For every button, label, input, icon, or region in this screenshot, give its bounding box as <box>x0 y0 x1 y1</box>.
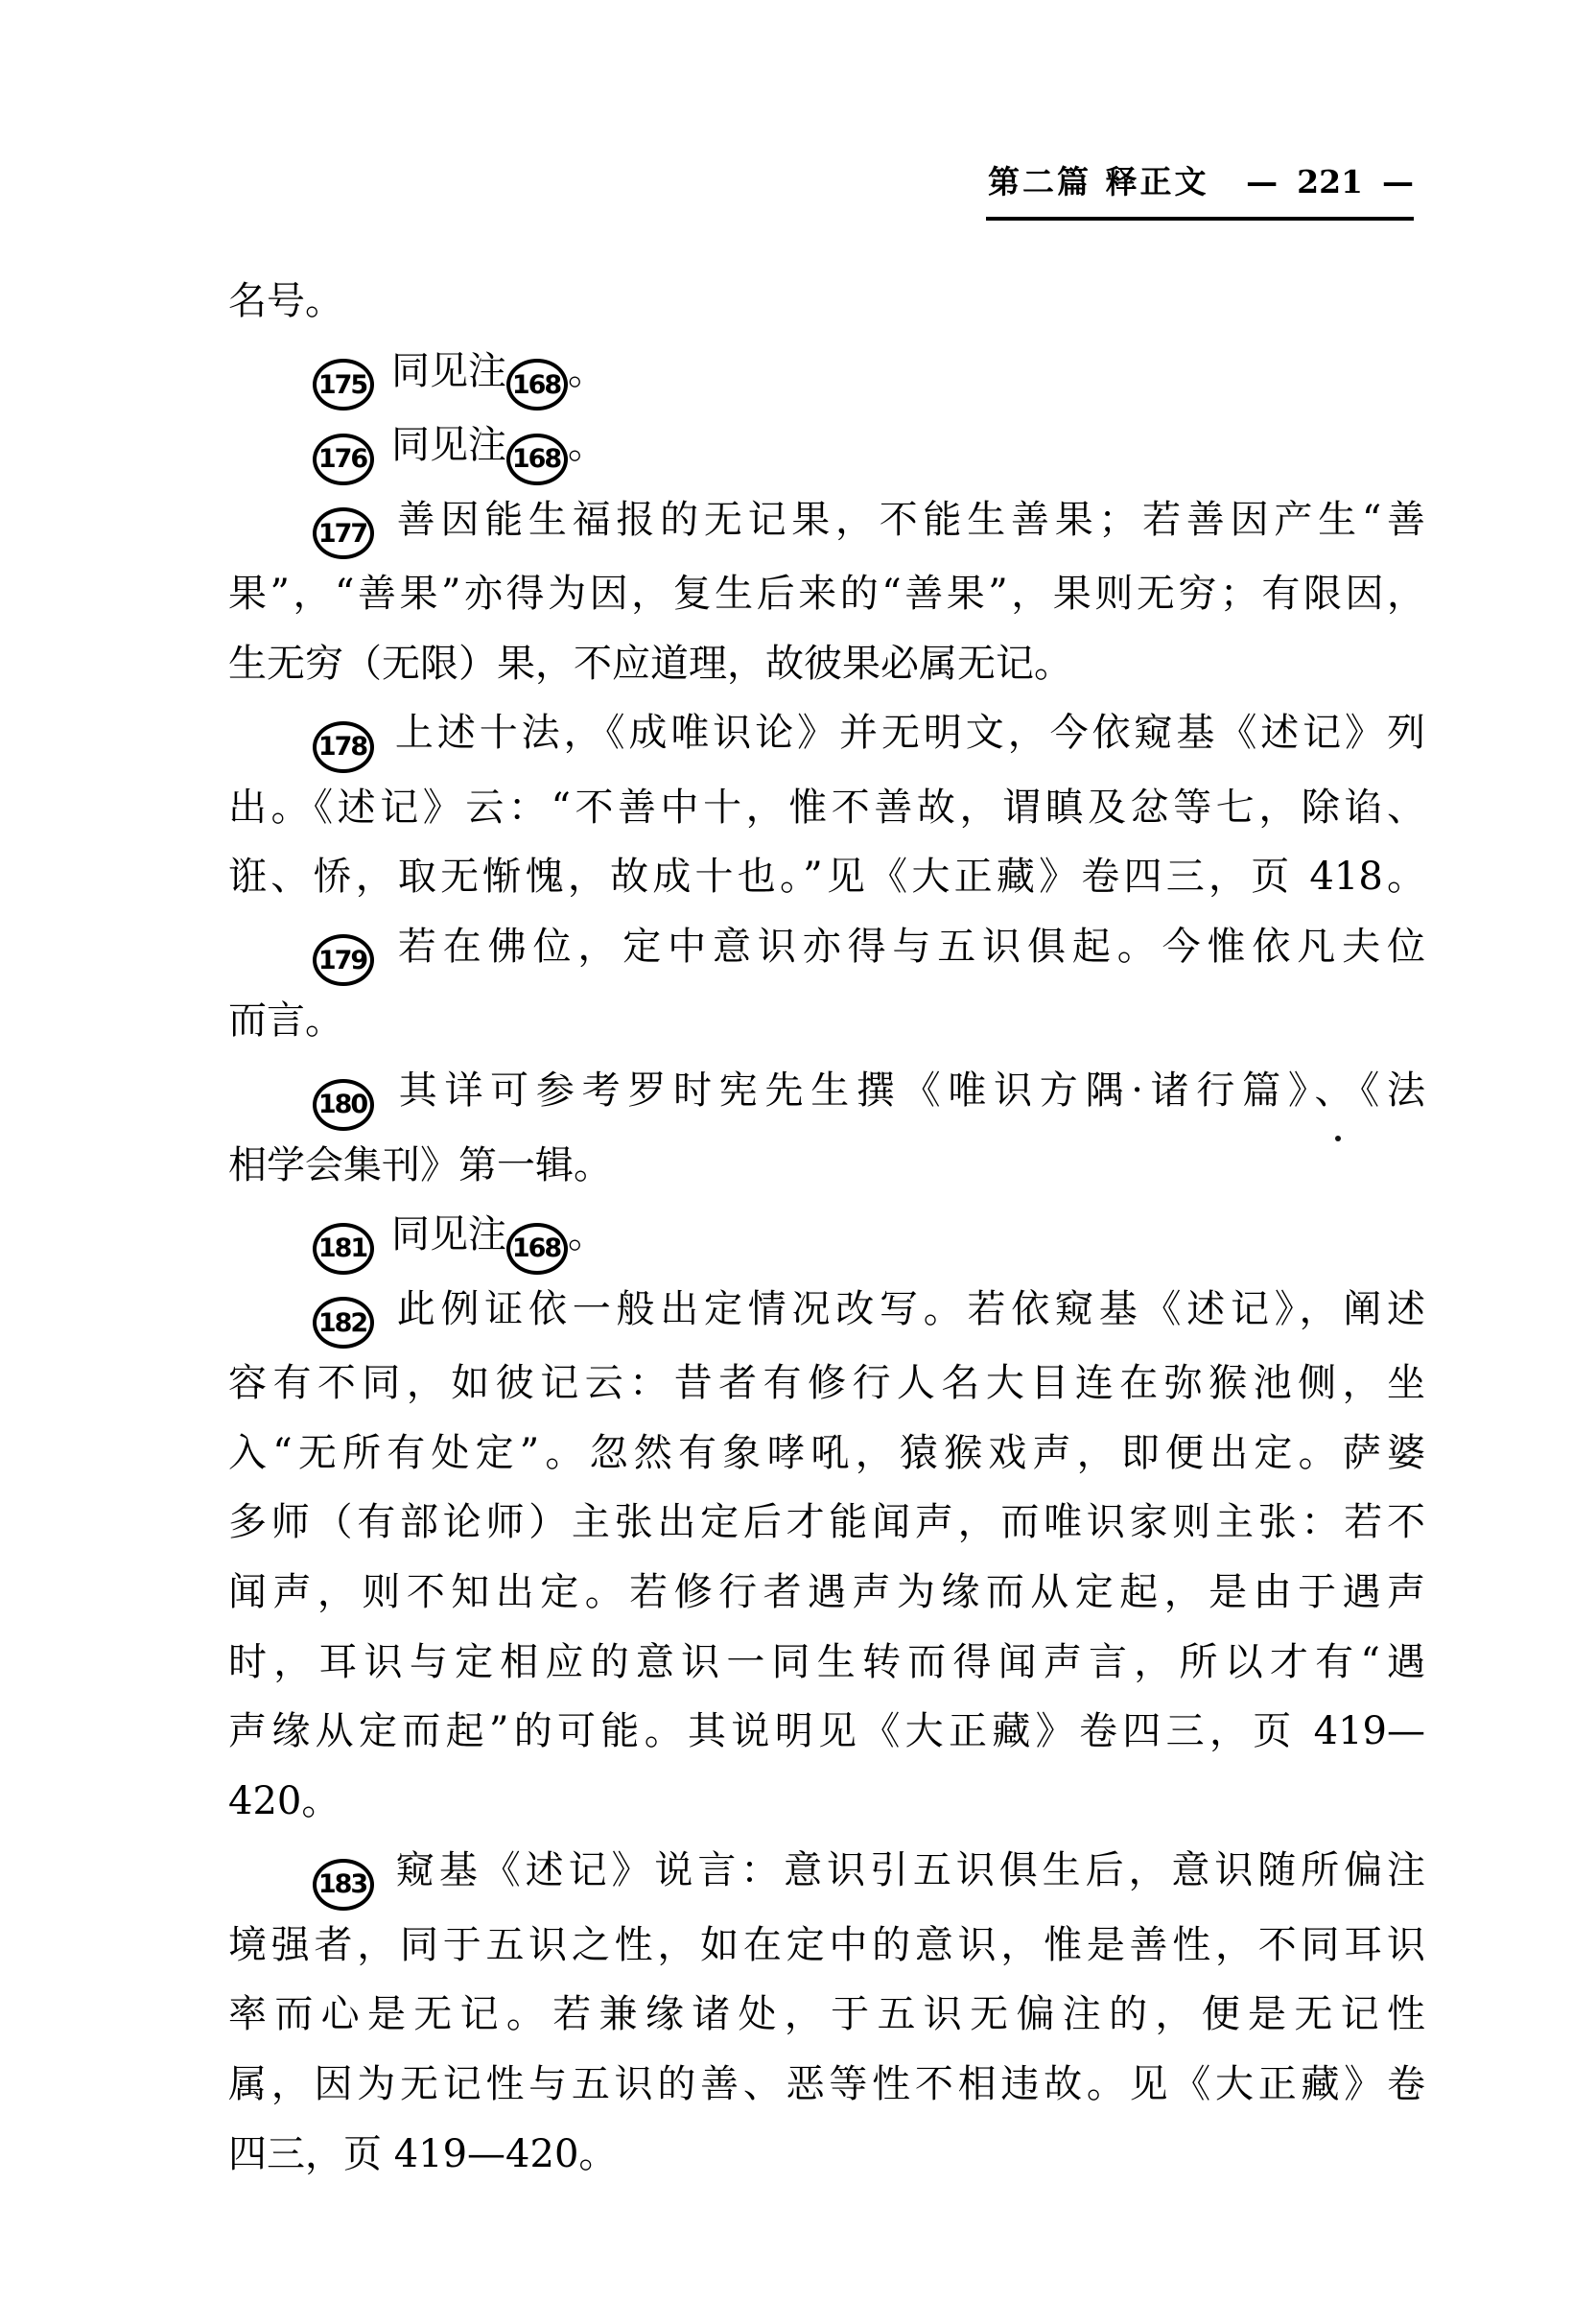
text-line <box>228 773 1425 843</box>
text-line <box>228 1836 1425 1911</box>
footnote-ref-circled: 178 <box>313 721 374 773</box>
text-run: 境强者，同于五识之性，如在定中的意识，惟是善性，不同耳识 <box>228 1922 1425 1967</box>
text-line <box>228 912 1425 987</box>
text-run: 时，耳识与定相应的意识一同生转而得闻声言，所以才有“遇 <box>228 1639 1425 1684</box>
footnote-ref-circled: 182 <box>313 1297 374 1349</box>
text-line <box>228 267 1425 337</box>
footnote-ref-circled: 175 <box>313 359 374 411</box>
body-text <box>228 267 1425 2189</box>
text-line <box>228 1628 1425 1698</box>
text-line <box>228 1980 1425 2050</box>
text-run: 同见注 <box>391 1212 506 1257</box>
footnote-ref-circled: 168 <box>506 1223 568 1275</box>
text-run: 果”，“善果”亦得为因，复生后来的“善果”，果则无穷；有限因， <box>228 572 1425 617</box>
page-number-group <box>1246 163 1414 201</box>
text-line <box>228 559 1425 629</box>
text-line <box>228 1911 1425 1981</box>
text-line <box>228 1200 1425 1275</box>
footnote-ref-circled: 181 <box>313 1223 374 1275</box>
text-line <box>228 337 1425 411</box>
text-run: 多师（有部论师）主张出定后才能闻声，而唯识家则主张：若不 <box>228 1500 1425 1545</box>
text-run: 此例证依一般出定情况改写。若依窥基《述记》，阐述 <box>391 1286 1425 1331</box>
text-run: 诳、㤭，取无惭愧，故成十也。”见《大正藏》卷四三，页 418。 <box>228 855 1425 900</box>
text-line <box>228 485 1425 560</box>
text-line <box>228 1131 1425 1201</box>
text-line <box>228 1349 1425 1419</box>
footnote-ref-circled: 168 <box>506 359 568 411</box>
footnote-ref-circled: 180 <box>313 1079 374 1131</box>
text-line <box>228 629 1425 699</box>
text-run: 容有不同，如彼记云：昔者有修行人名大目连在弥猴池侧，坐 <box>228 1361 1425 1406</box>
text-line <box>228 1419 1425 1489</box>
text-line <box>228 411 1425 485</box>
text-run: 四三，页 419—420。 <box>228 2131 618 2176</box>
text-run: 属，因为无记性与五识的善、恶等性不相违故。见《大正藏》卷 <box>228 2062 1425 2106</box>
text-line <box>228 1056 1425 1131</box>
footnote-ref-circled: 176 <box>313 434 374 485</box>
text-run: 420。 <box>228 1778 340 1823</box>
footnote-ref-circled: 183 <box>313 1859 374 1911</box>
text-run: 名号。 <box>228 279 343 323</box>
running-header <box>988 163 1414 201</box>
text-line <box>228 1275 1425 1350</box>
text-line <box>228 1767 1425 1837</box>
text-line <box>228 1697 1425 1767</box>
text-line <box>228 2120 1425 2190</box>
text-run: 其详可参考罗时宪先生撰《唯识方隅·诸行篇》、《法 <box>391 1068 1425 1114</box>
text-run: 上述十法，《成唯识论》并无明文，今依窥基《述记》列 <box>391 711 1425 756</box>
text-run: 同见注 <box>391 423 506 468</box>
text-run: 生无穷（无限）果，不应道理，故彼果必属无记。 <box>228 641 1072 686</box>
text-run: 若在佛位，定中意识亦得与五识俱起。今惟依凡夫位 <box>391 924 1425 969</box>
scan-speck <box>1335 1136 1341 1141</box>
footnote-ref-circled: 168 <box>506 434 568 485</box>
text-run: 。 <box>568 423 606 468</box>
page-number: 221 <box>1297 163 1363 200</box>
text-run: 善因能生福报的无记果，不能生善果；若善因产生“善 <box>391 497 1425 542</box>
text-line <box>228 2050 1425 2120</box>
page-number-dash-right: — <box>1382 163 1414 200</box>
text-run: 声缘从定而起”的可能。其说明见《大正藏》卷四三，页 419— <box>228 1709 1425 1754</box>
section-title: 第二篇 释正文 <box>988 163 1209 200</box>
page-number-dash-left: — <box>1246 163 1279 200</box>
footnote-ref-circled: 179 <box>313 934 374 986</box>
text-run: 同见注 <box>391 348 506 393</box>
text-line <box>228 698 1425 773</box>
text-run: 率而心是无记。若兼缘诸处，于五识无偏注的，便是无记性 <box>228 1992 1425 2037</box>
text-run: 。 <box>568 1212 606 1257</box>
text-run: 出。《述记》云：“不善中十，惟不善故，谓瞋及忿等七，除谄、 <box>228 785 1425 830</box>
text-line <box>228 842 1425 912</box>
text-line <box>228 986 1425 1056</box>
text-run: 相学会集刊》第一辑。 <box>228 1142 612 1187</box>
text-run: 窥基《述记》说言：意识引五识俱生后，意识随所偏注 <box>391 1848 1425 1893</box>
text-line <box>228 1558 1425 1628</box>
text-run: 闻声，则不知出定。若修行者遇声为缘而从定起，是由于遇声 <box>228 1569 1425 1614</box>
footnote-ref-circled: 177 <box>313 507 374 559</box>
header-rule <box>986 217 1414 221</box>
text-run: 。 <box>568 348 606 393</box>
text-line <box>228 1488 1425 1558</box>
text-run: 入“无所有处定”。忽然有象哮吼，猿猴戏声，即便出定。萨婆 <box>228 1430 1425 1475</box>
text-run: 而言。 <box>228 998 343 1044</box>
